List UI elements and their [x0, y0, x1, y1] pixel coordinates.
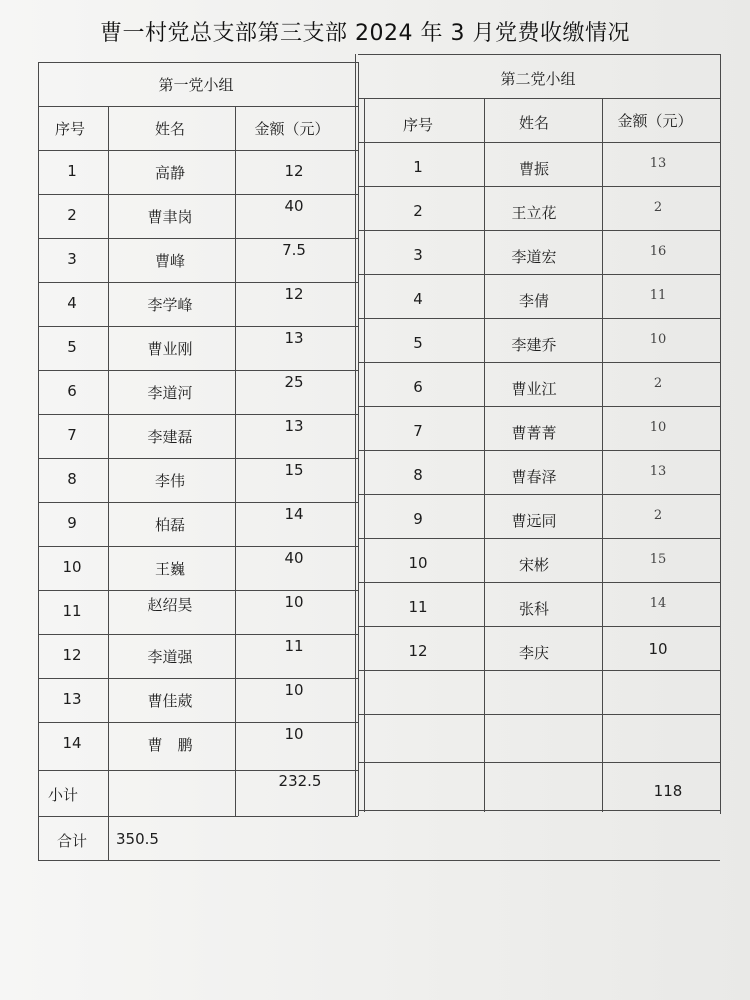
col-line-left-1	[108, 106, 109, 816]
group2-row-amount: 10	[648, 640, 668, 658]
row-line-left	[38, 590, 358, 591]
group1-row-no: 1	[67, 162, 77, 180]
group1-row-amount: 10	[284, 593, 304, 611]
group2-row-amount: 2	[653, 200, 663, 215]
col-line-right-2	[602, 98, 603, 812]
group1-header-no: 序号	[54, 120, 86, 138]
row-line-right	[358, 626, 720, 627]
group1-row-name: 曹业刚	[147, 340, 193, 358]
group2-subtotal: 118	[653, 782, 683, 800]
group2-header-no: 序号	[402, 116, 434, 134]
group2-header-amount: 金额（元）	[617, 112, 693, 130]
group2-row-name: 李道宏	[511, 248, 557, 266]
group1-row-no: 8	[67, 470, 77, 488]
group1-row-amount: 14	[284, 505, 304, 523]
group1-row-name: 曹峰	[154, 252, 186, 270]
row-line-right	[358, 362, 720, 363]
group1-row-no: 3	[67, 250, 77, 268]
group1-row-no: 6	[67, 382, 77, 400]
row-line-right	[358, 318, 720, 319]
group1-row-amount: 13	[284, 417, 304, 435]
group1-row-name: 李道强	[147, 648, 193, 666]
group2-row-no: 9	[413, 510, 423, 528]
group1-row-amount: 7.5	[282, 241, 306, 259]
row-line-right	[358, 494, 720, 495]
table-border-bottom	[38, 860, 720, 861]
row-line-left	[38, 414, 358, 415]
group1-row-amount: 12	[284, 285, 304, 303]
row-line-right	[358, 230, 720, 231]
row-line-right	[358, 142, 720, 143]
group1-row-name: 赵绍昊	[147, 596, 193, 614]
page-title: 曹一村党总支部第三支部 2024 年 3 月党费收缴情况	[100, 21, 630, 46]
row-line-left	[38, 770, 358, 771]
row-line-left	[38, 816, 358, 817]
group1-row-amount: 10	[284, 725, 304, 743]
group1-row-name: 李伟	[154, 472, 186, 490]
group1-row-amount: 11	[284, 637, 304, 655]
row-line-right	[358, 538, 720, 539]
row-line-right	[358, 450, 720, 451]
group1-row-name: 曹佳葳	[147, 692, 193, 710]
row-line-right	[358, 670, 720, 671]
group-divider-inner	[355, 54, 356, 816]
group2-row-no: 11	[408, 598, 428, 616]
group1-row-name: 高静	[154, 164, 186, 182]
subtotal-label: 小计	[48, 786, 79, 804]
group2-row-no: 2	[413, 202, 423, 220]
row-line-left	[38, 282, 358, 283]
group2-header: 第二党小组	[500, 70, 576, 88]
group2-row-no: 5	[413, 334, 423, 352]
col-line-total	[108, 816, 109, 860]
row-line-left	[38, 502, 358, 503]
group2-row-amount: 13	[649, 156, 667, 171]
group2-row-amount: 10	[649, 332, 667, 347]
group1-row-no: 10	[62, 558, 82, 576]
group2-row-amount: 2	[653, 508, 663, 523]
group1-row-name: 李道河	[147, 384, 193, 402]
group2-row-name: 曹振	[518, 160, 550, 178]
group2-row-amount: 10	[649, 420, 667, 435]
total-value: 350.5	[116, 830, 159, 848]
group2-row-amount: 16	[649, 244, 667, 259]
group2-row-no: 4	[413, 290, 423, 308]
group1-row-amount: 13	[284, 329, 304, 347]
row-line-left	[38, 722, 358, 723]
group1-row-no: 7	[67, 426, 77, 444]
row-line-left	[38, 458, 358, 459]
row-line-right	[358, 406, 720, 407]
group1-row-name: 曹聿岗	[147, 208, 193, 226]
row-line-left	[38, 106, 358, 107]
group1-row-amount: 12	[284, 162, 304, 180]
row-line-left	[38, 326, 358, 327]
group1-row-no: 9	[67, 514, 77, 532]
group1-row-amount: 40	[284, 549, 304, 567]
group2-row-no: 3	[413, 246, 423, 264]
row-line-left	[38, 150, 358, 151]
table-border-top-right	[358, 54, 720, 55]
group1-row-no: 12	[62, 646, 82, 664]
group2-row-name: 张科	[518, 600, 550, 618]
group2-row-name: 宋彬	[518, 556, 550, 574]
row-line-right	[358, 98, 720, 99]
group1-row-no: 2	[67, 206, 77, 224]
group1-row-name: 李建磊	[147, 428, 193, 446]
group1-row-no: 5	[67, 338, 77, 356]
group2-header-name: 姓名	[518, 114, 550, 132]
col-line-left-2	[235, 106, 236, 816]
group1-row-no: 14	[62, 734, 82, 752]
row-line-left	[38, 194, 358, 195]
table-border-top-left	[38, 62, 358, 63]
row-line-left	[38, 634, 358, 635]
group1-row-amount: 40	[284, 197, 304, 215]
group2-row-no: 7	[413, 422, 423, 440]
group1-header: 第一党小组	[158, 76, 234, 94]
group2-row-name: 李庆	[518, 644, 550, 662]
row-line-right	[358, 762, 720, 763]
group1-row-amount: 15	[284, 461, 304, 479]
table-border-left	[38, 62, 39, 860]
row-line-left	[38, 370, 358, 371]
row-line-left	[38, 238, 358, 239]
group2-row-amount: 15	[649, 552, 667, 567]
group2-row-name: 李建乔	[511, 336, 557, 354]
group2-row-name: 曹春泽	[511, 468, 557, 486]
group1-row-name: 曹 鹏	[147, 736, 193, 754]
group2-row-name: 曹远同	[511, 512, 557, 530]
group2-row-amount: 2	[653, 376, 663, 391]
row-line-right	[358, 274, 720, 275]
row-line-left	[38, 678, 358, 679]
group2-row-no: 8	[413, 466, 423, 484]
group2-row-name: 曹业江	[511, 380, 557, 398]
group2-row-name: 李倩	[518, 292, 550, 310]
group1-row-amount: 25	[284, 373, 304, 391]
group1-row-amount: 10	[284, 681, 304, 699]
group1-header-name: 姓名	[154, 120, 186, 138]
row-line-right	[358, 582, 720, 583]
group1-row-name: 王巍	[154, 560, 186, 578]
group1-row-name: 李学峰	[147, 296, 193, 314]
group2-row-name: 曹菁菁	[511, 424, 557, 442]
col-line-right-0	[364, 98, 365, 812]
table-border-right	[720, 54, 721, 814]
group1-row-no: 11	[62, 602, 82, 620]
row-line-right	[358, 810, 720, 811]
row-line-right	[358, 186, 720, 187]
row-line-left	[38, 546, 358, 547]
group1-header-amount: 金额（元）	[254, 120, 330, 138]
group2-row-no: 1	[413, 158, 423, 176]
row-line-right	[358, 714, 720, 715]
group1-row-no: 13	[62, 690, 82, 708]
group2-row-no: 10	[408, 554, 428, 572]
group2-row-name: 王立花	[511, 204, 557, 222]
total-label: 合计	[56, 832, 88, 850]
group-divider	[358, 62, 359, 816]
group2-row-no: 12	[408, 642, 428, 660]
group2-row-amount: 14	[649, 596, 667, 611]
group2-row-amount: 13	[649, 464, 667, 479]
group1-row-no: 4	[67, 294, 77, 312]
group2-row-amount: 11	[649, 288, 667, 303]
col-line-right-1	[484, 98, 485, 812]
group1-subtotal: 232.5	[278, 772, 322, 790]
group1-row-name: 柏磊	[154, 516, 186, 534]
group2-row-no: 6	[413, 378, 423, 396]
